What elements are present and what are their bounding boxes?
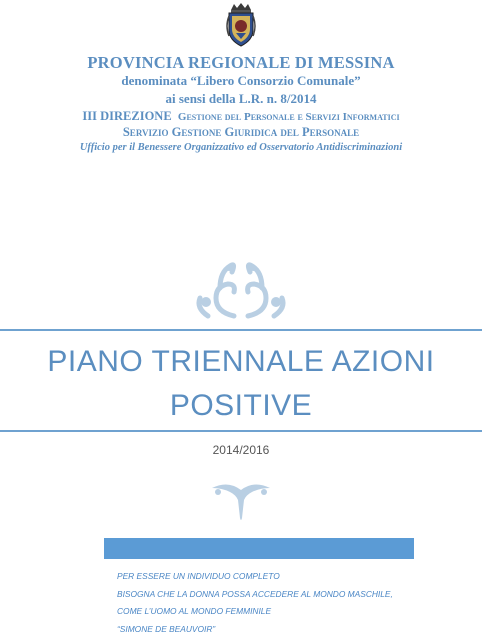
quote-line: BISOGNA CHE LA DONNA POSSA ACCEDERE AL MONDO MASCHILE, xyxy=(117,588,393,599)
document-title-line-1: PIANO TRIENNALE AZIONI xyxy=(47,345,435,378)
direction-line xyxy=(0,109,482,124)
title-top-rule xyxy=(0,329,482,331)
province-title: PROVINCIA REGIONALE DI MESSINA xyxy=(87,53,395,72)
quote-author: “SIMONE DE BEAUVOIR” xyxy=(117,623,216,634)
quote-header-bar xyxy=(104,538,414,559)
quote-line: PER ESSERE UN INDIVIDUO COMPLETO xyxy=(117,571,280,581)
province-law-reference: ai sensi della L.R. n. 8/2014 xyxy=(165,91,317,106)
title-bottom-rule xyxy=(0,430,482,432)
direction-prefix: III DIREZIONE xyxy=(82,109,172,123)
quote-line: COME L’UOMO AL MONDO FEMMINILE xyxy=(117,606,272,616)
document-title-line-2: POSITIVE xyxy=(169,389,313,422)
document-years: 2014/2016 xyxy=(212,443,270,457)
service-name: Servizio Gestione Giuridica del Personale xyxy=(122,125,360,139)
province-crest-icon xyxy=(224,2,258,48)
quote-block xyxy=(117,568,477,638)
direction-name: Gestione del Personale e Servizi Informatici xyxy=(177,111,400,123)
document-title xyxy=(0,340,482,428)
province-denomination: denominata “Libero Consorzio Comunale” xyxy=(121,73,361,88)
fleuron-ornament-icon xyxy=(210,478,272,522)
office-name: Ufficio per il Benessere Organizzativo ed Osservatorio Antidiscriminazioni xyxy=(79,142,403,153)
floral-scroll-ornament-icon xyxy=(186,258,296,320)
